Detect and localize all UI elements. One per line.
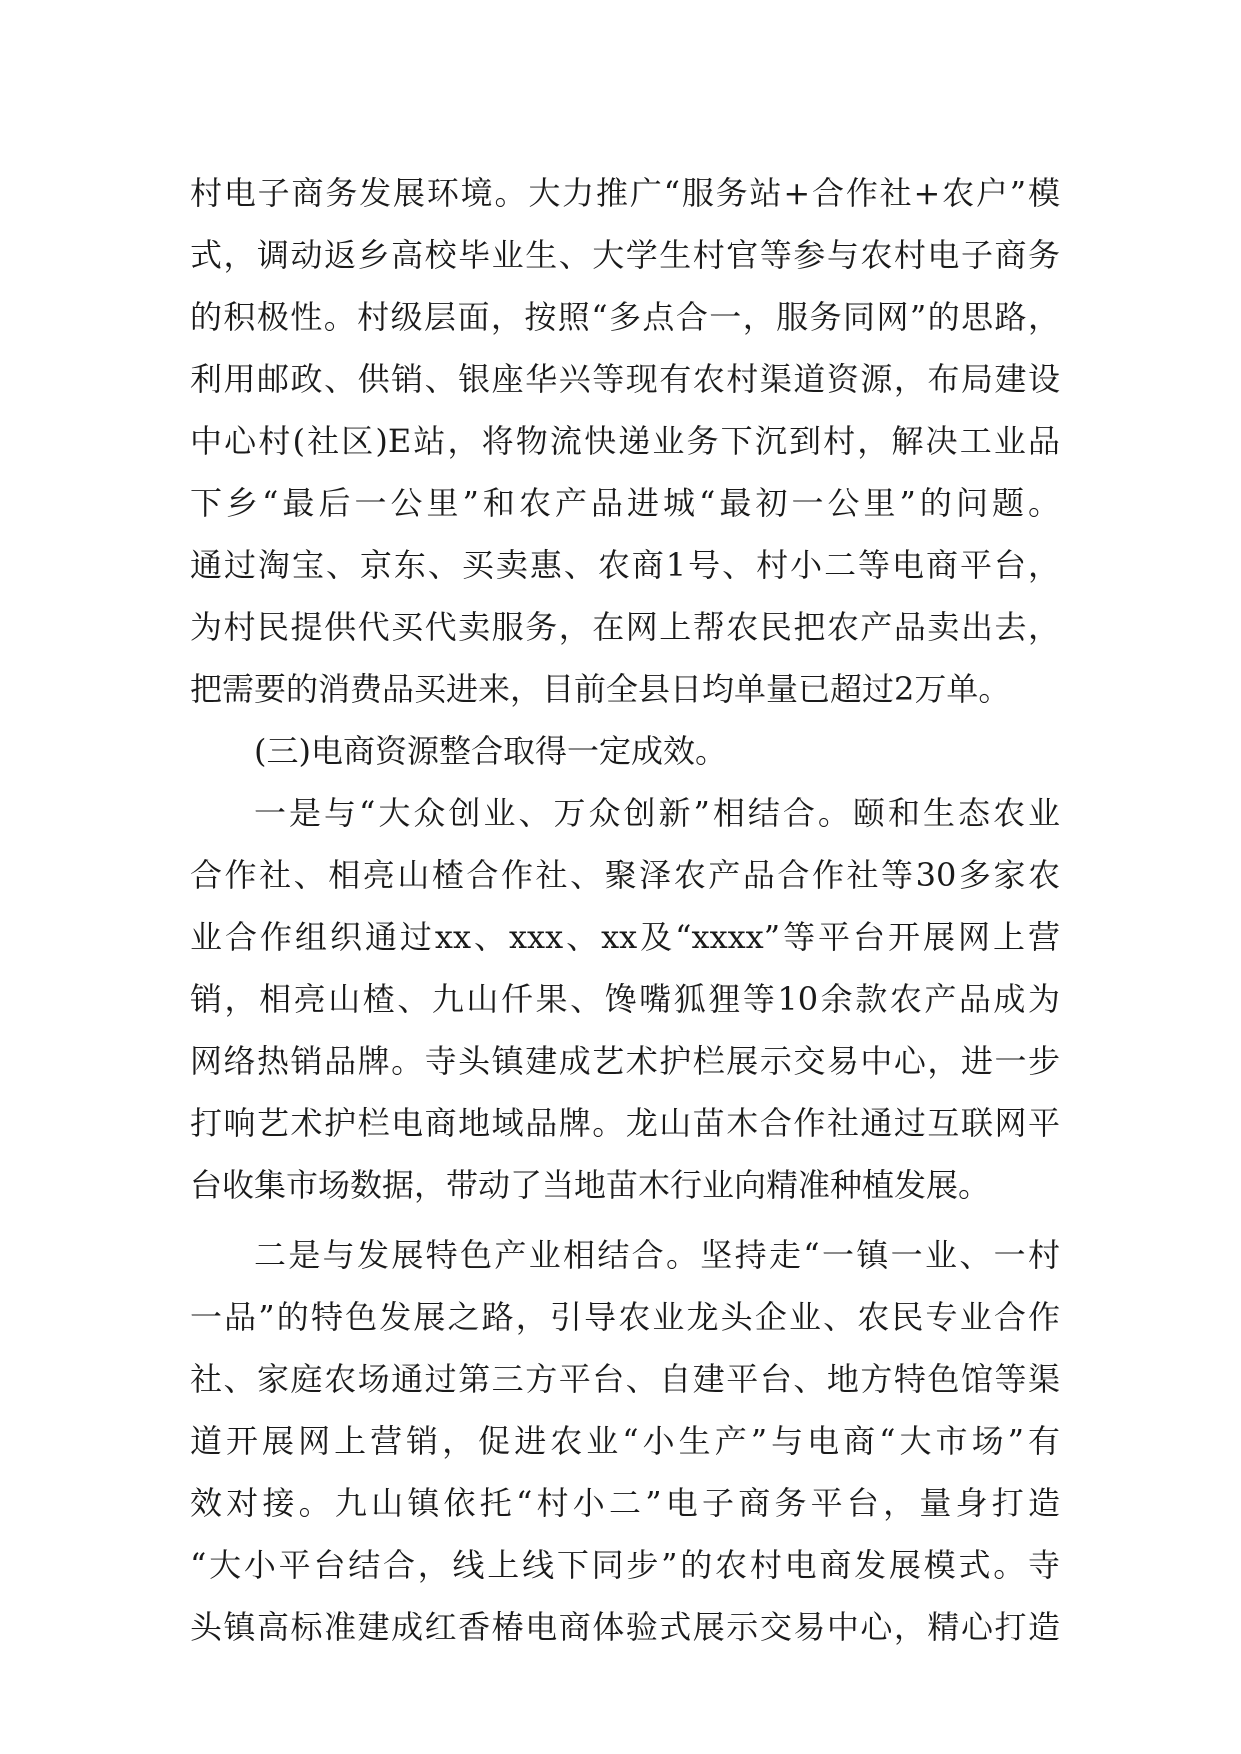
text-line: 村电子商务发展环境。大力推广“服务站+合作社+农户”模: [190, 174, 1060, 212]
text-line: 业合作组织通过xx、xxx、xx及“xxxx”等平台开展网上营: [190, 918, 1060, 956]
paragraph: [190, 782, 1060, 1216]
text-line: 一品”的特色发展之路，引导农业龙头企业、农民专业合作: [190, 1298, 1060, 1336]
text-line: 下乡“最后一公里”和农产品进城“最初一公里”的问题。: [190, 484, 1060, 522]
text-line: 式，调动返乡高校毕业生、大学生村官等参与农村电子商务: [190, 236, 1060, 274]
paragraph: [190, 1224, 1060, 1658]
paragraph: [190, 162, 1060, 720]
body-text: [190, 162, 1060, 1658]
text-line: 合作社、相亮山楂合作社、聚泽农产品合作社等30多家农: [190, 856, 1060, 894]
section-heading: [190, 720, 1060, 782]
text-line: 效对接。九山镇依托“村小二”电子商务平台，量身打造: [190, 1484, 1060, 1522]
text-line: 道开展网上营销，促进农业“小生产”与电商“大市场”有: [190, 1422, 1060, 1460]
text-line: 台收集市场数据，带动了当地苗木行业向精准种植发展。: [190, 1166, 991, 1204]
text-line: “大小平台结合，线上线下同步”的农村电商发展模式。寺: [190, 1546, 1060, 1584]
text-line: 网络热销品牌。寺头镇建成艺术护栏展示交易中心，进一步: [190, 1042, 1060, 1080]
text-line: 为村民提供代买代卖服务，在网上帮农民把农产品卖出去，: [190, 608, 1060, 646]
text-line: 打响艺术护栏电商地域品牌。龙山苗木合作社通过互联网平: [190, 1104, 1060, 1142]
text-line: 二是与发展特色产业相结合。坚持走“一镇一业、一村: [254, 1236, 1060, 1274]
text-line: (三)电商资源整合取得一定成效。: [254, 732, 727, 770]
text-line: 的积极性。村级层面，按照“多点合一，服务同网”的思路，: [190, 298, 1060, 336]
text-line: 一是与“大众创业、万众创新”相结合。颐和生态农业: [254, 794, 1060, 832]
text-line: 头镇高标准建成红香椿电商体验式展示交易中心，精心打造: [190, 1608, 1060, 1646]
text-line: 社、家庭农场通过第三方平台、自建平台、地方特色馆等渠: [190, 1360, 1060, 1398]
text-line: 利用邮政、供销、银座华兴等现有农村渠道资源，布局建设: [190, 360, 1060, 398]
text-line: 销，相亮山楂、九山仟果、馋嘴狐狸等10余款农产品成为: [190, 980, 1060, 1018]
text-line: 把需要的消费品买进来，目前全县日均单量已超过2万单。: [190, 670, 1011, 708]
text-line: 中心村(社区)E站，将物流快递业务下沉到村，解决工业品: [190, 422, 1060, 460]
text-line: 通过淘宝、京东、买卖惠、农商1号、村小二等电商平台，: [190, 546, 1060, 584]
